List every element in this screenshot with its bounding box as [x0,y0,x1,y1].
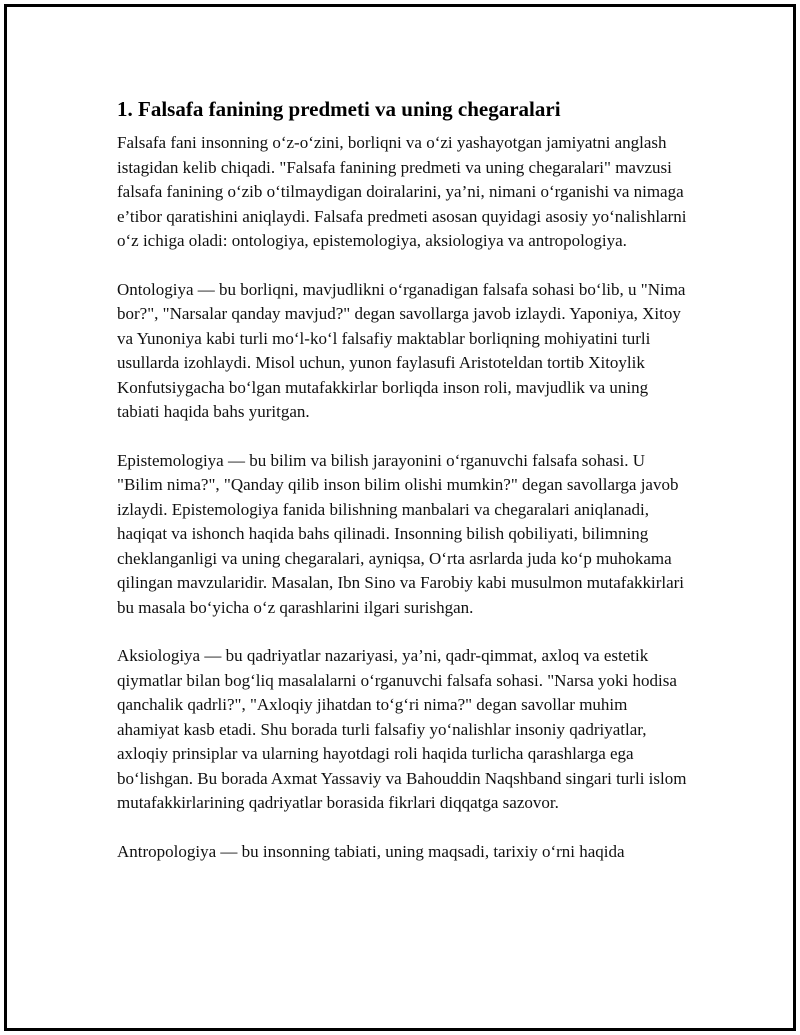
paragraph-anthropology: Antropologiya — bu insonning tabiati, uning maqsadi, tarixiy o‘rni haqida [117,841,625,861]
paragraph-introduction: Falsafa fani insonning o‘z-o‘zini, borliqni va o‘zi yashayotgan jamiyatni anglash istagidan kelib chiqadi. "Falsafa fanining predmeti va uning chegaralari" mavzusi falsafa fanining o‘zib o‘tilmaydigan doiralarini, ya’ni, nimani o‘rganishi va nimaga e’tibor qaratishini aniqlaydi. Falsafa predmeti asosan quyidagi asosiy yo‘nalishlarni o‘z ichiga oladi: ontologiya, epistemologiya, aksiologiya va antropologiya. [117,133,687,250]
document-body [117,95,687,888]
paragraph-epistemology: Epistemologiya — bu bilim va bilish jarayonini o‘rganuvchi falsafa sohasi. U "Bilim nima?", "Qanday qilib inson bilim olishi mumkin?" degan savollarga javob izlaydi. Epistemologiya fanida bilishning manbalari va chegaralari aniqlanadi, haqiqat va ishonch haqida bahs qilinadi. Insonning bilish qobiliyati, bilimning cheklanganligi va uning chegaralari, ayniqsa, O‘rta asrlarda juda ko‘p muhokama qilingan mavzularidir. Masalan, Ibn Sino va Farobiy kabi musulmon mutafakkirlari bu masala bo‘yicha o‘z qarashlarini ilgari surishgan. [117,450,685,617]
document-page [4,4,796,1031]
paragraph-axiology: Aksiologiya — bu qadriyatlar nazariyasi, ya’ni, qadr-qimmat, axloq va estetik qiymatlar bilan bog‘liq masalalarni o‘rganuvchi falsafa sohasi. "Narsa yoki hodisa qanchalik qadrli?", "Axloqiy jihatdan to‘g‘ri nima?" degan savollar muhim ahamiyat kasb etadi. Shu borada turli falsafiy yo‘nalishlar insoniy qadriyatlar, axloqiy prinsiplar va ularning hayotdagi roli haqida turlicha qarashlarga ega bo‘lishgan. Bu borada Axmat Yassaviy va Bahouddin Naqshband singari turli islom mutafakkirlarining qadriyatlar borasida fikrlari diqqatga sazovor. [117,646,687,812]
section-heading: 1. Falsafa fanining predmeti va uning chegaralari [117,97,561,121]
paragraph-ontology: Ontologiya — bu borliqni, mavjudlikni o‘rganadigan falsafa sohasi bo‘lib, u "Nima bor?", "Narsalar qanday mavjud?" degan savollarga javob izlaydi. Yaponiya, Xitoy va Yunoniya kabi turli mo‘l-ko‘l falsafiy maktablar borliqning mohiyatini turli usullarda izohlaydi. Misol uchun, yunon faylasufi Aristoteldan tortib Xitoylik Konfutsiygacha bo‘lgan mutafakkirlar borliqda inson roli, mavjudlik va uning tabiati haqida bahs yuritgan. [117,279,686,421]
